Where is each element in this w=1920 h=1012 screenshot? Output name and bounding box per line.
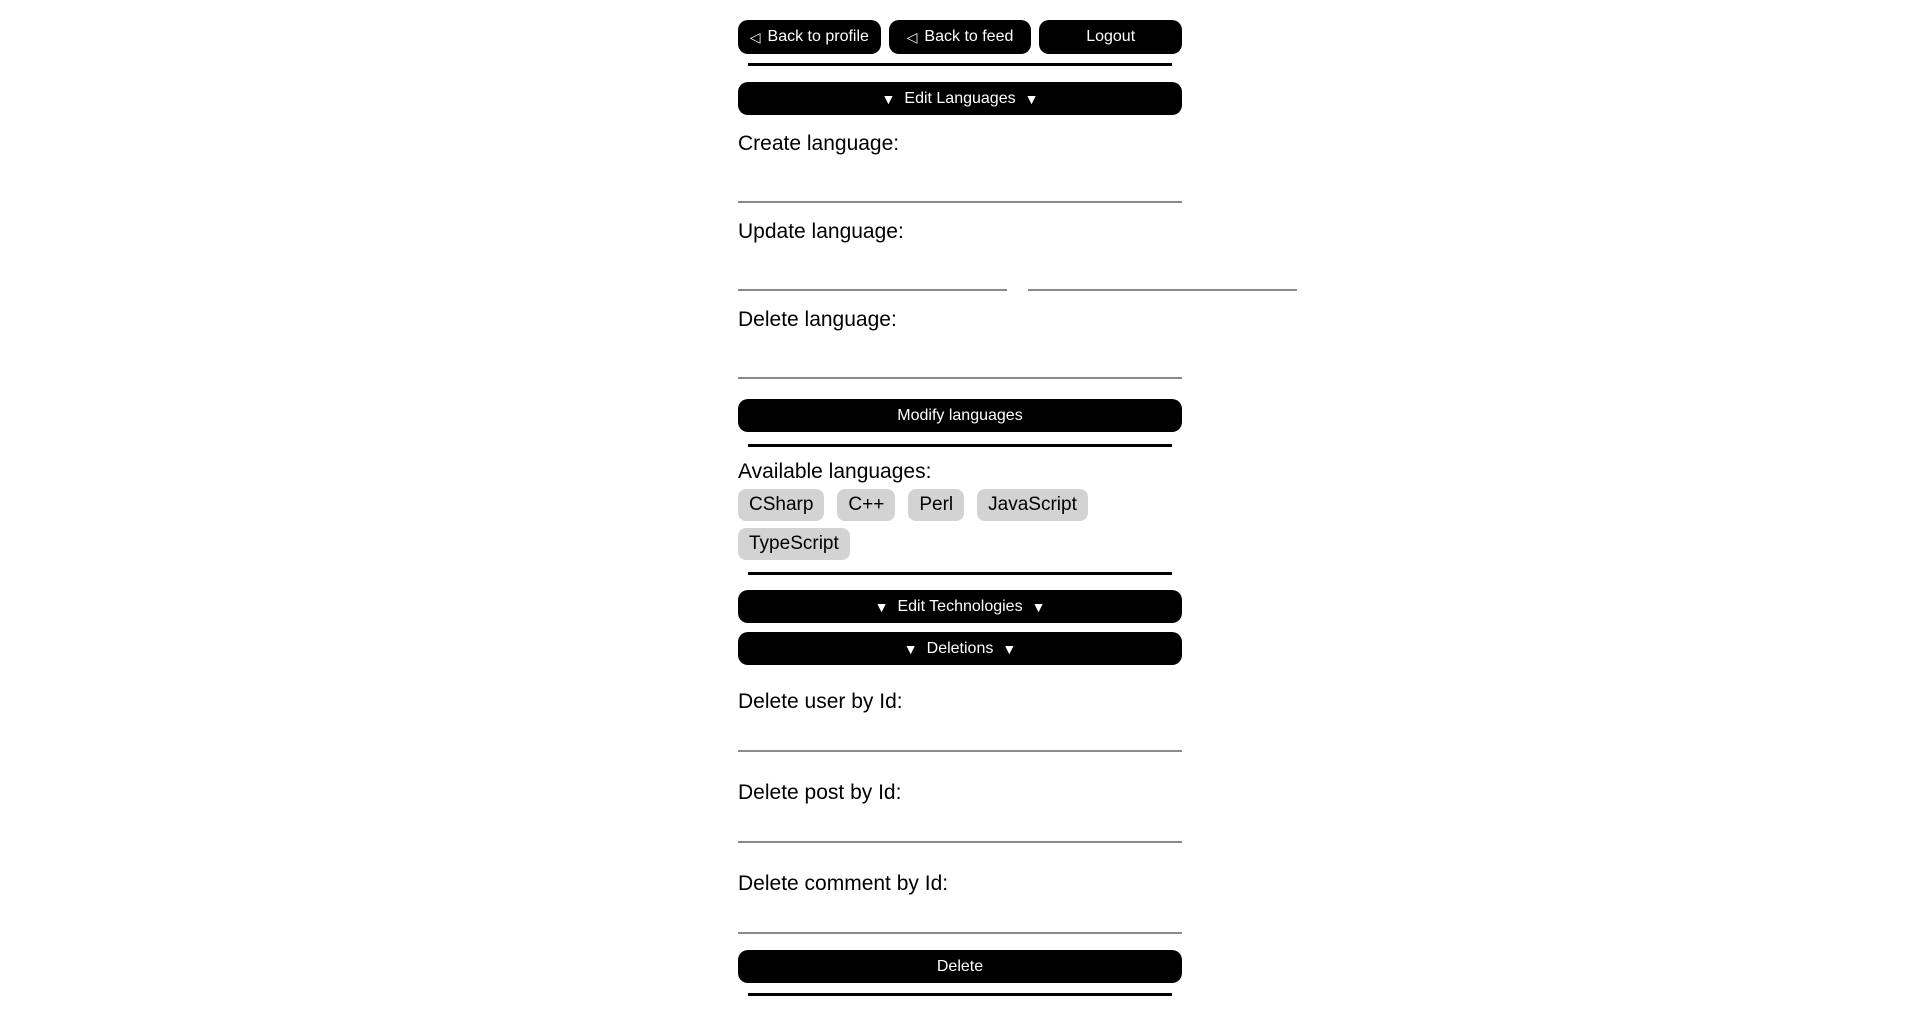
divider	[748, 993, 1172, 996]
edit-technologies-toggle-label: Edit Technologies	[897, 597, 1023, 615]
deletions-toggle-label: Deletions	[926, 639, 994, 657]
update-language-name-input[interactable]	[1028, 255, 1297, 291]
create-language-input[interactable]	[738, 167, 1182, 203]
update-language-label: Update language:	[738, 220, 904, 243]
triangle-down-icon: ▼	[1031, 598, 1046, 615]
back-to-feed-button[interactable]	[889, 20, 1032, 54]
delete-language-label: Delete language:	[738, 308, 897, 331]
edit-technologies-toggle[interactable]	[738, 590, 1182, 623]
language-chip[interactable]: C++	[837, 489, 895, 521]
delete-user-id-input[interactable]	[738, 721, 1182, 752]
language-chip[interactable]: JavaScript	[977, 489, 1088, 521]
modify-languages-button[interactable]: Modify languages	[738, 399, 1182, 432]
language-chip[interactable]: Perl	[908, 489, 964, 521]
deletions-toggle[interactable]	[738, 632, 1182, 665]
edit-languages-toggle-label: Edit Languages	[904, 89, 1016, 107]
triangle-down-icon: ▼	[1002, 640, 1017, 657]
divider	[748, 63, 1172, 66]
back-to-profile-label: Back to profile	[767, 28, 869, 45]
back-to-profile-button[interactable]	[738, 20, 881, 54]
update-language-inputs	[738, 255, 1182, 291]
admin-panel	[738, 0, 1182, 996]
delete-user-id-label: Delete user by Id:	[738, 690, 903, 713]
triangle-left-icon: ◁	[749, 29, 761, 45]
triangle-down-icon: ▼	[1024, 90, 1039, 107]
triangle-down-icon: ▼	[881, 90, 896, 107]
language-chip[interactable]: TypeScript	[738, 528, 850, 560]
available-languages-list	[738, 489, 1182, 560]
create-language-label: Create language:	[738, 132, 900, 155]
toolbar	[738, 20, 1182, 54]
delete-post-id-input[interactable]	[738, 812, 1182, 843]
logout-button[interactable]	[1039, 20, 1182, 54]
divider	[748, 444, 1172, 447]
delete-comment-id-input[interactable]	[738, 903, 1182, 934]
delete-button[interactable]: Delete	[738, 950, 1182, 983]
language-chip[interactable]: CSharp	[738, 489, 824, 521]
delete-language-input[interactable]	[738, 343, 1182, 379]
logout-label: Logout	[1086, 28, 1136, 45]
back-to-feed-label: Back to feed	[924, 28, 1014, 45]
delete-post-id-label: Delete post by Id:	[738, 781, 902, 804]
update-language-id-input[interactable]	[738, 255, 1007, 291]
triangle-left-icon: ◁	[906, 29, 918, 45]
triangle-down-icon: ▼	[874, 598, 889, 615]
languages-section	[738, 131, 1182, 575]
delete-comment-id-label: Delete comment by Id:	[738, 872, 949, 895]
triangle-down-icon: ▼	[903, 640, 918, 657]
divider	[748, 572, 1172, 575]
deletions-section	[738, 689, 1182, 996]
edit-languages-toggle[interactable]	[738, 82, 1182, 115]
available-languages-label: Available languages:	[738, 460, 932, 483]
